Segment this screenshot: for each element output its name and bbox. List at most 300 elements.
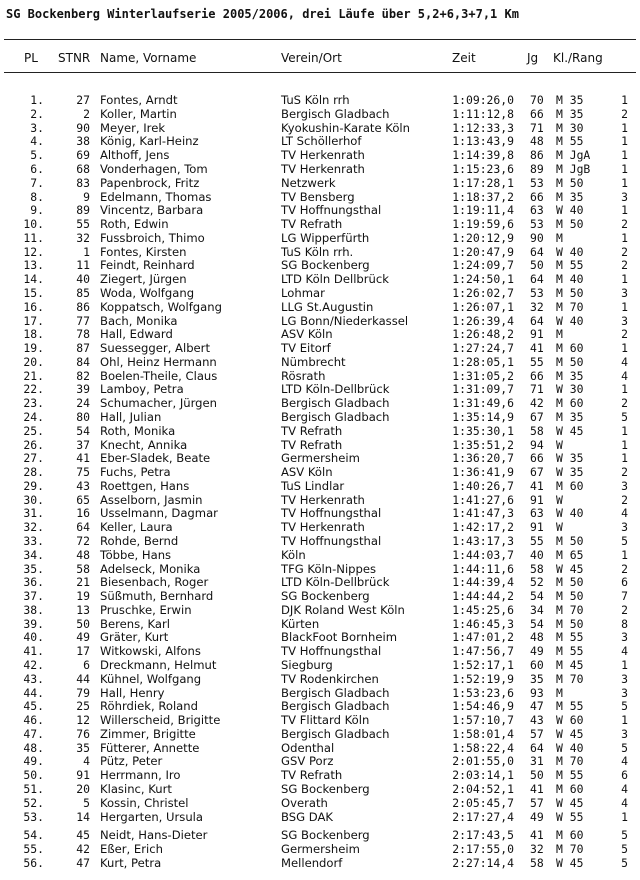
place: 19.: [23, 341, 44, 355]
finish-time: 1:18:37,2: [452, 189, 514, 204]
birth-year: 53: [530, 285, 544, 300]
finish-time: 1:28:05,1: [452, 354, 514, 369]
club: TV Refrath: [281, 217, 343, 231]
class-rank: 1: [621, 809, 628, 824]
start-number: 20: [76, 782, 90, 796]
start-number: 25: [76, 699, 90, 714]
start-number: 58: [76, 561, 90, 576]
class-rank: 3: [621, 685, 628, 700]
start-number: 79: [76, 685, 90, 700]
class-rank: 1: [621, 547, 628, 562]
start-number: 75: [76, 465, 90, 480]
runner-name: Witkowski, Alfons: [100, 644, 201, 659]
age-class: M 70: [556, 754, 584, 769]
place: 53.: [23, 809, 44, 824]
club: Germersheim: [281, 842, 360, 857]
club: LTD Köln Dellbrück: [281, 272, 389, 287]
finish-time: 1:09:26,0: [452, 93, 514, 107]
class-rank: 3: [621, 671, 628, 686]
start-number: 77: [76, 313, 90, 328]
place: 24.: [23, 409, 44, 424]
class-rank: 4: [621, 644, 628, 659]
finish-time: 1:24:09,7: [452, 258, 514, 273]
class-rank: 5: [621, 828, 628, 843]
runner-name: Fuchs, Petra: [100, 465, 171, 480]
place: 31.: [23, 506, 44, 521]
birth-year: 58: [530, 423, 544, 438]
age-class: M 70: [556, 299, 584, 314]
table-row: [0, 466, 640, 479]
place: 34.: [23, 547, 44, 562]
age-class: W 45: [556, 726, 584, 741]
place: 11.: [23, 230, 44, 245]
table-row: [0, 755, 640, 768]
class-rank: 1: [621, 272, 628, 287]
table-row: [0, 301, 640, 314]
birth-year: 67: [530, 409, 544, 424]
finish-time: 1:14:39,8: [452, 148, 514, 163]
birth-year: 57: [530, 795, 544, 810]
class-rank: 3: [621, 478, 628, 493]
age-class: M 55: [556, 644, 584, 659]
table-row: [0, 370, 640, 383]
birth-year: 91: [530, 327, 544, 342]
table-row: [0, 204, 640, 217]
start-number: 24: [76, 396, 90, 411]
birth-year: 66: [530, 106, 544, 121]
start-number: 69: [76, 148, 90, 163]
class-rank: 4: [621, 782, 628, 796]
age-class: M 60: [556, 396, 584, 411]
club: SG Bockenberg: [281, 782, 370, 796]
birth-year: 71: [530, 382, 544, 397]
table-row: [0, 507, 640, 520]
birth-year: 32: [530, 299, 544, 314]
age-class: M 35: [556, 189, 584, 204]
class-rank: 1: [621, 658, 628, 672]
place: 1.: [30, 93, 44, 107]
finish-time: 1:45:25,6: [452, 602, 514, 617]
age-class: W: [556, 492, 563, 507]
runner-name: Röhrdiek, Roland: [100, 699, 198, 714]
place: 32.: [23, 520, 44, 535]
table-row: [0, 287, 640, 300]
place: 13.: [23, 258, 44, 273]
class-rank: 1: [621, 134, 628, 149]
table-row: [0, 383, 640, 396]
finish-time: 2:04:52,1: [452, 782, 514, 796]
runner-name: König, Karl-Heinz: [100, 134, 199, 149]
table-row: [0, 425, 640, 438]
club: LG Bonn/Niederkassel: [281, 313, 409, 328]
birth-year: 91: [530, 520, 544, 535]
finish-time: 2:17:27,4: [452, 809, 514, 824]
table-row: [0, 122, 640, 135]
start-number: 84: [76, 354, 90, 369]
place: 4.: [30, 134, 44, 149]
age-class: W 60: [556, 713, 584, 728]
club: Overath: [281, 795, 328, 810]
start-number: 43: [76, 478, 90, 493]
table-row: [0, 673, 640, 686]
birth-year: 64: [530, 740, 544, 755]
finish-time: 1:13:43,9: [452, 134, 514, 149]
class-rank: 1: [621, 161, 628, 176]
runner-name: Koppatsch, Wolfgang: [100, 299, 222, 314]
runner-name: Meyer, Irek: [100, 120, 166, 135]
age-class: M 55: [556, 768, 584, 783]
table-row: [0, 108, 640, 121]
place: 10.: [23, 217, 44, 231]
birth-year: 53: [530, 175, 544, 190]
birth-year: 54: [530, 589, 544, 604]
finish-time: 1:44:03,7: [452, 547, 514, 562]
start-number: 13: [76, 602, 90, 617]
birth-year: 55: [530, 534, 544, 548]
club: LLG St.Augustin: [281, 299, 374, 314]
club: Bergisch Gladbach: [281, 409, 390, 424]
start-number: 37: [76, 437, 90, 452]
finish-time: 1:31:49,6: [452, 396, 514, 411]
age-class: M 70: [556, 842, 584, 857]
age-class: W 35: [556, 465, 584, 480]
table-row: [0, 549, 640, 562]
place: 23.: [23, 396, 44, 411]
finish-time: 1:19:11,4: [452, 203, 514, 218]
start-number: 87: [76, 341, 90, 355]
birth-year: 70: [530, 93, 544, 107]
place: 21.: [23, 368, 44, 383]
club: TV Eitorf: [281, 341, 331, 355]
runner-name: Hall, Edward: [100, 327, 173, 342]
finish-time: 1:15:23,6: [452, 161, 514, 176]
finish-time: 1:47:01,2: [452, 630, 514, 645]
birth-year: 49: [530, 809, 544, 824]
place: 48.: [23, 740, 44, 755]
class-rank: 6: [621, 575, 628, 590]
birth-year: 63: [530, 506, 544, 521]
class-rank: 5: [621, 842, 628, 857]
club: ASV Köln: [281, 327, 333, 342]
class-rank: 3: [621, 630, 628, 645]
club: TFG Köln-Nippes: [281, 561, 377, 576]
club: TV Bensberg: [281, 189, 355, 204]
club: TV Herkenrath: [281, 161, 365, 176]
class-rank: 5: [621, 534, 628, 548]
birth-year: 41: [530, 341, 544, 355]
birth-year: 48: [530, 134, 544, 149]
birth-year: 50: [530, 258, 544, 273]
club: TuS Köln rrh.: [281, 244, 354, 259]
start-number: 76: [76, 726, 90, 741]
runner-name: Schumacher, Jürgen: [100, 396, 217, 411]
finish-time: 1:58:01,4: [452, 726, 514, 741]
birth-year: 50: [530, 768, 544, 783]
age-class: M 35: [556, 93, 584, 107]
class-rank: 2: [621, 327, 628, 342]
start-number: 82: [76, 368, 90, 383]
finish-time: 1:40:26,7: [452, 478, 514, 493]
table-row: [0, 687, 640, 700]
age-class: M 55: [556, 134, 584, 149]
birth-year: 58: [530, 561, 544, 576]
finish-time: 1:27:24,7: [452, 341, 514, 355]
birth-year: 71: [530, 120, 544, 135]
runner-name: Pütz, Peter: [100, 754, 163, 769]
table-row: [0, 728, 640, 741]
club: DJK Roland West Köln: [281, 602, 405, 617]
birth-year: 31: [530, 754, 544, 769]
class-rank: 1: [621, 713, 628, 728]
table-row: [0, 604, 640, 617]
birth-year: 49: [530, 644, 544, 659]
club: Bergisch Gladbach: [281, 396, 390, 411]
birth-year: 57: [530, 726, 544, 741]
class-rank: 2: [621, 602, 628, 617]
birth-year: 55: [530, 354, 544, 369]
place: 22.: [23, 382, 44, 397]
start-number: 91: [76, 768, 90, 783]
table-row: [0, 232, 640, 245]
class-rank: 5: [621, 699, 628, 714]
age-class: W: [556, 437, 563, 452]
club: TV Flittard Köln: [281, 713, 370, 728]
age-class: M: [556, 230, 563, 245]
birth-year: 93: [530, 685, 544, 700]
start-number: 90: [76, 120, 90, 135]
table-row: [0, 521, 640, 534]
club: TV Refrath: [281, 423, 343, 438]
birth-year: 32: [530, 842, 544, 857]
place: 26.: [23, 437, 44, 452]
club: Nümbrecht: [281, 354, 346, 369]
table-row: [0, 618, 640, 631]
finish-time: 1:35:14,9: [452, 409, 514, 424]
finish-time: 2:03:14,1: [452, 768, 514, 783]
age-class: M 60: [556, 478, 584, 493]
place: 39.: [23, 616, 44, 631]
table-row: [0, 590, 640, 603]
runner-name: Papenbrock, Fritz: [100, 175, 200, 190]
runner-name: Neidt, Hans-Dieter: [100, 828, 208, 843]
table-row: [0, 576, 640, 589]
age-class: M 45: [556, 658, 584, 672]
place: 9.: [30, 203, 44, 218]
birth-year: 58: [530, 855, 544, 870]
runner-name: Knecht, Annika: [100, 437, 188, 452]
col-header-stnr: STNR: [58, 51, 91, 65]
club: ASV Köln: [281, 465, 333, 480]
table-row: [0, 480, 640, 493]
club: TV Refrath: [281, 768, 343, 783]
start-number: 11: [76, 258, 90, 273]
class-rank: 3: [621, 313, 628, 328]
class-rank: 1: [621, 93, 628, 107]
table-row: [0, 191, 640, 204]
club: Kürten: [281, 616, 320, 631]
start-number: 39: [76, 382, 90, 397]
finish-time: 1:54:46,9: [452, 699, 514, 714]
start-number: 83: [76, 175, 90, 190]
table-row: [0, 94, 640, 107]
finish-time: 1:20:47,9: [452, 244, 514, 259]
runner-name: Usselmann, Dagmar: [100, 506, 218, 521]
col-header-name: Name, Vorname: [100, 51, 197, 65]
club: TuS Köln rrh: [281, 93, 350, 107]
club: LG Wipperfürth: [281, 230, 370, 245]
finish-time: 1:26:39,4: [452, 313, 514, 328]
col-header-kl-rang: Kl./Rang: [553, 51, 603, 65]
place: 42.: [23, 658, 44, 672]
club: Kyokushin-Karate Köln: [281, 120, 410, 135]
age-class: M 50: [556, 589, 584, 604]
birth-year: 86: [530, 148, 544, 163]
table-row: [0, 259, 640, 272]
club: TV Herkenrath: [281, 148, 365, 163]
header-rule-top: [4, 39, 636, 40]
birth-year: 40: [530, 547, 544, 562]
class-rank: 6: [621, 768, 628, 783]
runner-name: Berens, Karl: [100, 616, 170, 631]
runner-name: Herrmann, Iro: [100, 768, 181, 783]
birth-year: 35: [530, 671, 544, 686]
table-row: [0, 829, 640, 842]
runner-name: Adelseck, Monika: [100, 561, 201, 576]
club: Rösrath: [281, 368, 326, 383]
table-row: [0, 631, 640, 644]
birth-year: 66: [530, 189, 544, 204]
place: 25.: [23, 423, 44, 438]
table-row: [0, 411, 640, 424]
club: SG Bockenberg: [281, 589, 370, 604]
finish-time: 1:17:28,1: [452, 175, 514, 190]
birth-year: 48: [530, 630, 544, 645]
finish-time: 1:44:11,6: [452, 561, 514, 576]
table-row: [0, 163, 640, 176]
start-number: 54: [76, 423, 90, 438]
finish-time: 2:17:43,5: [452, 828, 514, 843]
place: 52.: [23, 795, 44, 810]
age-class: W: [556, 520, 563, 535]
finish-time: 1:52:19,9: [452, 671, 514, 686]
table-row: [0, 177, 640, 190]
age-class: M 35: [556, 409, 584, 424]
class-rank: 5: [621, 409, 628, 424]
runner-name: Kühnel, Wolfgang: [100, 671, 202, 686]
age-class: W 40: [556, 506, 584, 521]
finish-time: 1:26:02,7: [452, 285, 514, 300]
age-class: W 45: [556, 561, 584, 576]
start-number: 78: [76, 327, 90, 342]
class-rank: 2: [621, 396, 628, 411]
start-number: 45: [76, 828, 90, 843]
table-row: [0, 659, 640, 672]
class-rank: 1: [621, 148, 628, 163]
place: 15.: [23, 285, 44, 300]
finish-time: 1:35:30,1: [452, 423, 514, 438]
place: 37.: [23, 589, 44, 604]
start-number: 2: [83, 106, 90, 121]
start-number: 16: [76, 506, 90, 521]
birth-year: 34: [530, 602, 544, 617]
table-row: [0, 135, 640, 148]
class-rank: 3: [621, 520, 628, 535]
runner-name: Zimmer, Brigitte: [100, 726, 196, 741]
start-number: 19: [76, 589, 90, 604]
finish-time: 1:26:48,2: [452, 327, 514, 342]
runner-name: Keller, Laura: [100, 520, 173, 535]
class-rank: 2: [621, 217, 628, 231]
runner-name: Asselborn, Jasmin: [100, 492, 203, 507]
class-rank: 1: [621, 382, 628, 397]
class-rank: 1: [621, 341, 628, 355]
finish-time: 1:43:17,3: [452, 534, 514, 548]
start-number: 35: [76, 740, 90, 755]
start-number: 5: [83, 795, 90, 810]
start-number: 32: [76, 230, 90, 245]
table-row: [0, 857, 640, 870]
age-class: M 70: [556, 671, 584, 686]
club: TV Hoffnungsthal: [281, 644, 382, 659]
runner-name: Ziegert, Jürgen: [100, 272, 187, 287]
finish-time: 1:31:09,7: [452, 382, 514, 397]
finish-time: 1:58:22,4: [452, 740, 514, 755]
table-row: [0, 273, 640, 286]
place: 55.: [23, 842, 44, 857]
place: 36.: [23, 575, 44, 590]
age-class: M 60: [556, 341, 584, 355]
place: 7.: [30, 175, 44, 190]
finish-time: 1:47:56,7: [452, 644, 514, 659]
age-class: M 50: [556, 616, 584, 631]
runner-name: Hergarten, Ursula: [100, 809, 204, 824]
place: 50.: [23, 768, 44, 783]
class-rank: 1: [621, 230, 628, 245]
age-class: M 35: [556, 106, 584, 121]
birth-year: 63: [530, 203, 544, 218]
table-row: [0, 563, 640, 576]
start-number: 86: [76, 299, 90, 314]
runner-name: Eber-Sladek, Beate: [100, 451, 211, 466]
start-number: 49: [76, 630, 90, 645]
birth-year: 64: [530, 313, 544, 328]
place: 27.: [23, 451, 44, 466]
start-number: 41: [76, 451, 90, 466]
header-rule-bottom: [4, 72, 636, 73]
place: 18.: [23, 327, 44, 342]
finish-time: 1:42:17,2: [452, 520, 514, 535]
runner-name: Fussbroich, Thimo: [100, 230, 205, 245]
table-row: [0, 328, 640, 341]
runner-name: Vincentz, Barbara: [100, 203, 204, 218]
finish-time: 1:46:45,3: [452, 616, 514, 631]
class-rank: 5: [621, 740, 628, 755]
birth-year: 64: [530, 244, 544, 259]
start-number: 1: [83, 244, 90, 259]
class-rank: 2: [621, 465, 628, 480]
club: Lohmar: [281, 285, 325, 300]
class-rank: 4: [621, 795, 628, 810]
table-row: [0, 714, 640, 727]
runner-name: Feindt, Reinhard: [100, 258, 195, 273]
club: TV Herkenrath: [281, 520, 365, 535]
table-row: [0, 439, 640, 452]
age-class: W 35: [556, 451, 584, 466]
start-number: 44: [76, 671, 90, 686]
finish-time: 1:53:23,6: [452, 685, 514, 700]
runner-name: Fütterer, Annette: [100, 740, 200, 755]
place: 56.: [23, 855, 44, 870]
